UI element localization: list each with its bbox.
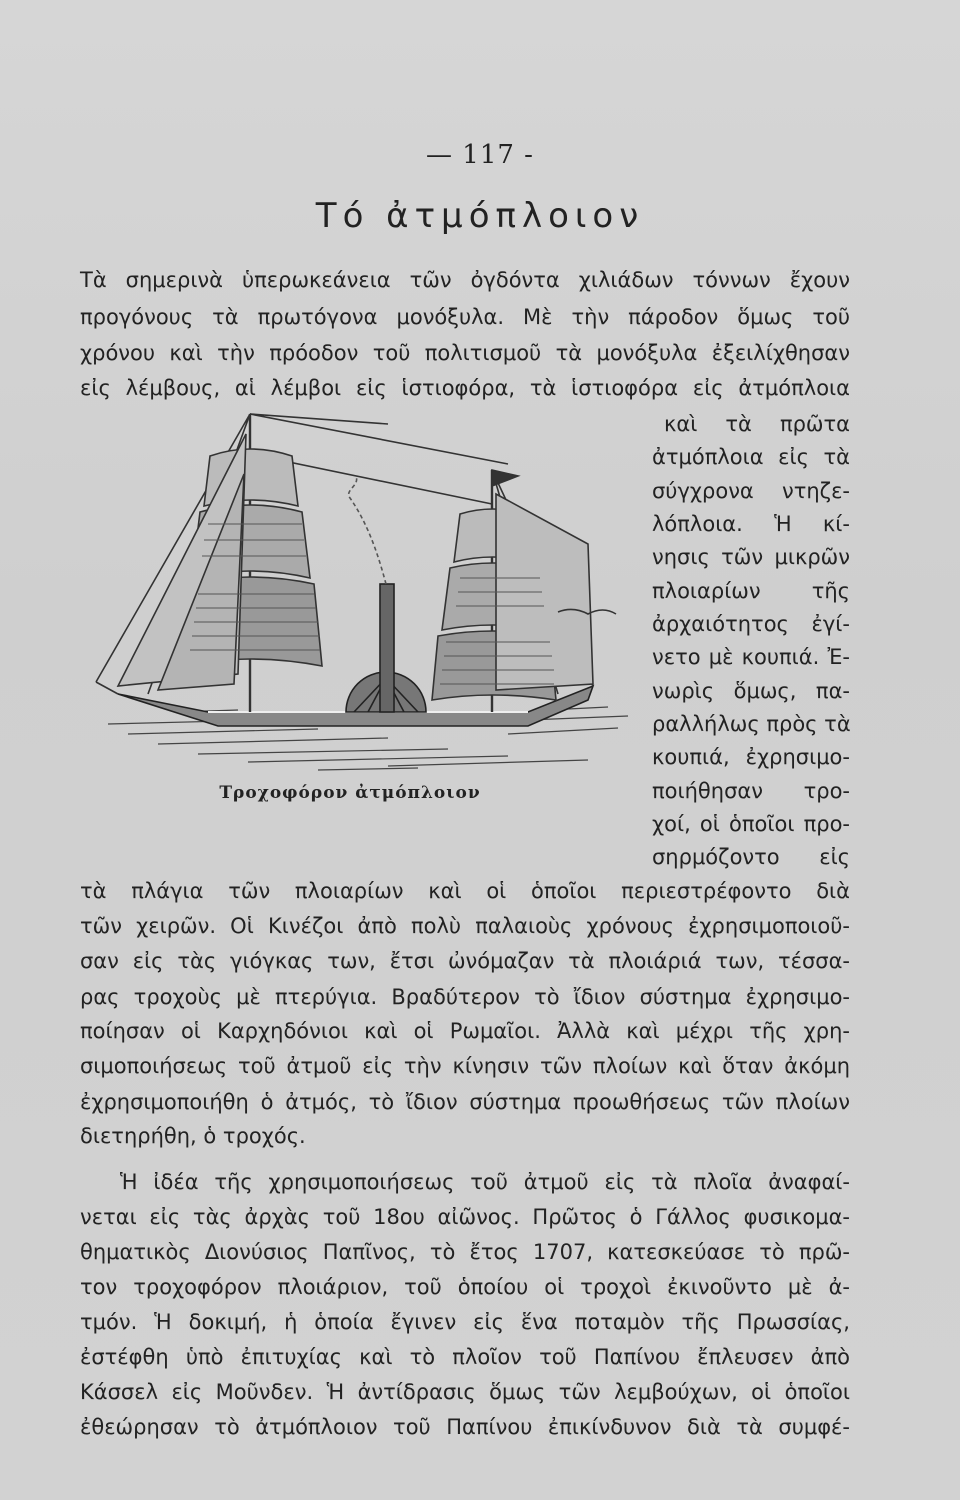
side-text-line: σύγχρονα ντηζε- xyxy=(652,479,850,503)
text-line: τμόν. Ἡ δοκιμή, ἡ ὁποία ἔγινεν εἰς ἕνα ποταμὸν τῆς Πρωσσίας, xyxy=(80,1310,850,1334)
text-line: ποίησαν οἱ Καρχηδόνιοι καὶ οἱ Ρωμαῖοι. Ἀλλὰ καὶ μέχρι τῆς χρη- xyxy=(80,1019,850,1043)
chapter-title: Τό ἀτμόπλοιον xyxy=(315,196,645,236)
text-line: σιμοποιήσεως τοῦ ἀτμοῦ εἰς τὴν κίνησιν τῶν πλοίων καὶ ὅταν ἀκόμη xyxy=(80,1054,850,1078)
side-text-line: πλοιαρίων τῆς xyxy=(652,579,850,603)
text-line: Κάσσελ εἰς Μοῦνδεν. Ἡ ἀντίδρασις ὅμως τῶν λεμβούχων, οἱ ὁποῖοι xyxy=(80,1380,850,1404)
text-line: θηματικὸς Διονύσιος Παπῖνος, τὸ ἔτος 1707, κατεσκεύασε τὸ πρῶ- xyxy=(80,1240,850,1264)
text-line: εἰς λέμβους, αἱ λέμβοι εἰς ἱστιοφόρα, τὰ ἱστιοφόρα εἰς ἀτμόπλοια xyxy=(80,376,850,400)
side-text-line: λόπλοια. Ἡ κί- xyxy=(652,512,850,536)
text-line: ρας τροχοὺς μὲ πτερύγια. Βραδύτερον τὸ ἴδιον σύστημα ἐχρησιμο- xyxy=(80,985,850,1009)
text-line: τὰ πλάγια τῶν πλοιαρίων καὶ οἱ ὁποῖοι περιεστρέφοντο διὰ xyxy=(80,879,850,903)
text-line: ἐστέφθη ὑπὸ ἐπιτυχίας καὶ τὸ πλοῖον τοῦ Παπίνου ἔπλευσεν ἀπὸ xyxy=(80,1345,850,1369)
side-text-line: κουπιά, ἐχρησιμο- xyxy=(652,745,850,769)
text-line: προγόνους τὰ πρωτόγονα μονόξυλα. Μὲ τὴν πάροδον ὅμως τοῦ xyxy=(80,305,850,329)
text-line: τον τροχοφόρον πλοιάριον, τοῦ ὁποίου οἱ τροχοὶ ἐκινοῦντο μὲ ἀ- xyxy=(80,1275,850,1299)
paddle-steamer-illustration xyxy=(88,394,646,794)
side-text-line: ποιήθησαν τρο- xyxy=(652,779,850,803)
text-line: ἐθεώρησαν τὸ ἀτμόπλοιον τοῦ Παπίνου ἐπικίνδυνον διὰ τὰ συμφέ- xyxy=(80,1415,850,1439)
text-line: διετηρήθη, ὁ τροχός. xyxy=(80,1124,306,1148)
side-text-line: νωρὶς ὅμως, πα- xyxy=(652,679,850,703)
text-line: Ἡ ἰδέα τῆς χρησιμοποιήσεως τοῦ ἀτμοῦ εἰς τὰ πλοῖα ἀναφαί- xyxy=(120,1170,850,1194)
side-text-line: σηρμόζοντο εἰς xyxy=(652,845,850,869)
text-line: ἐχρησιμοποιήθη ὁ ἀτμός, τὸ ἴδιον σύστημα προωθήσεως τῶν πλοίων xyxy=(80,1090,850,1114)
side-text-line: καὶ τὰ πρῶτα xyxy=(664,412,850,436)
text-line: νεται εἰς τὰς ἀρχὰς τοῦ 18ου αἰῶνος. Πρῶτος ὁ Γάλλος φυσικομα- xyxy=(80,1205,850,1229)
text-line: τῶν χειρῶν. Οἱ Κινέζοι ἀπὸ πολὺ παλαιοὺς χρόνους ἐχρησιμοποιοῦ- xyxy=(80,914,850,938)
page-number: — 117 - xyxy=(426,140,534,170)
text-line: χρόνου καὶ τὴν πρόοδον τοῦ πολιτισμοῦ τὰ μονόξυλα ἐξειλίχθησαν xyxy=(80,341,850,365)
side-text-line: ραλλήλως πρὸς τὰ xyxy=(652,712,851,736)
text-line: Τὰ σημερινὰ ὑπερωκεάνεια τῶν ὀγδόντα χιλιάδων τόννων ἔχουν xyxy=(80,268,850,292)
side-text-line: ἀτμόπλοια εἰς τὰ xyxy=(652,445,850,469)
side-text-line: ἀρχαιότητος ἐγί- xyxy=(652,612,850,636)
side-text-line: νησις τῶν μικρῶν xyxy=(652,545,850,569)
side-text-line: χοί, οἱ ὁποῖοι προ- xyxy=(652,812,850,836)
side-text-line: νετο μὲ κουπιά. Ἐ- xyxy=(652,645,850,669)
figure-caption: Τροχοφόρον ἀτμόπλοιον xyxy=(219,783,481,803)
text-line: σαν εἰς τὰς γιόγκας των, ἔτσι ὠνόμαζαν τὰ πλοιάριά των, τέσσα- xyxy=(80,949,850,973)
